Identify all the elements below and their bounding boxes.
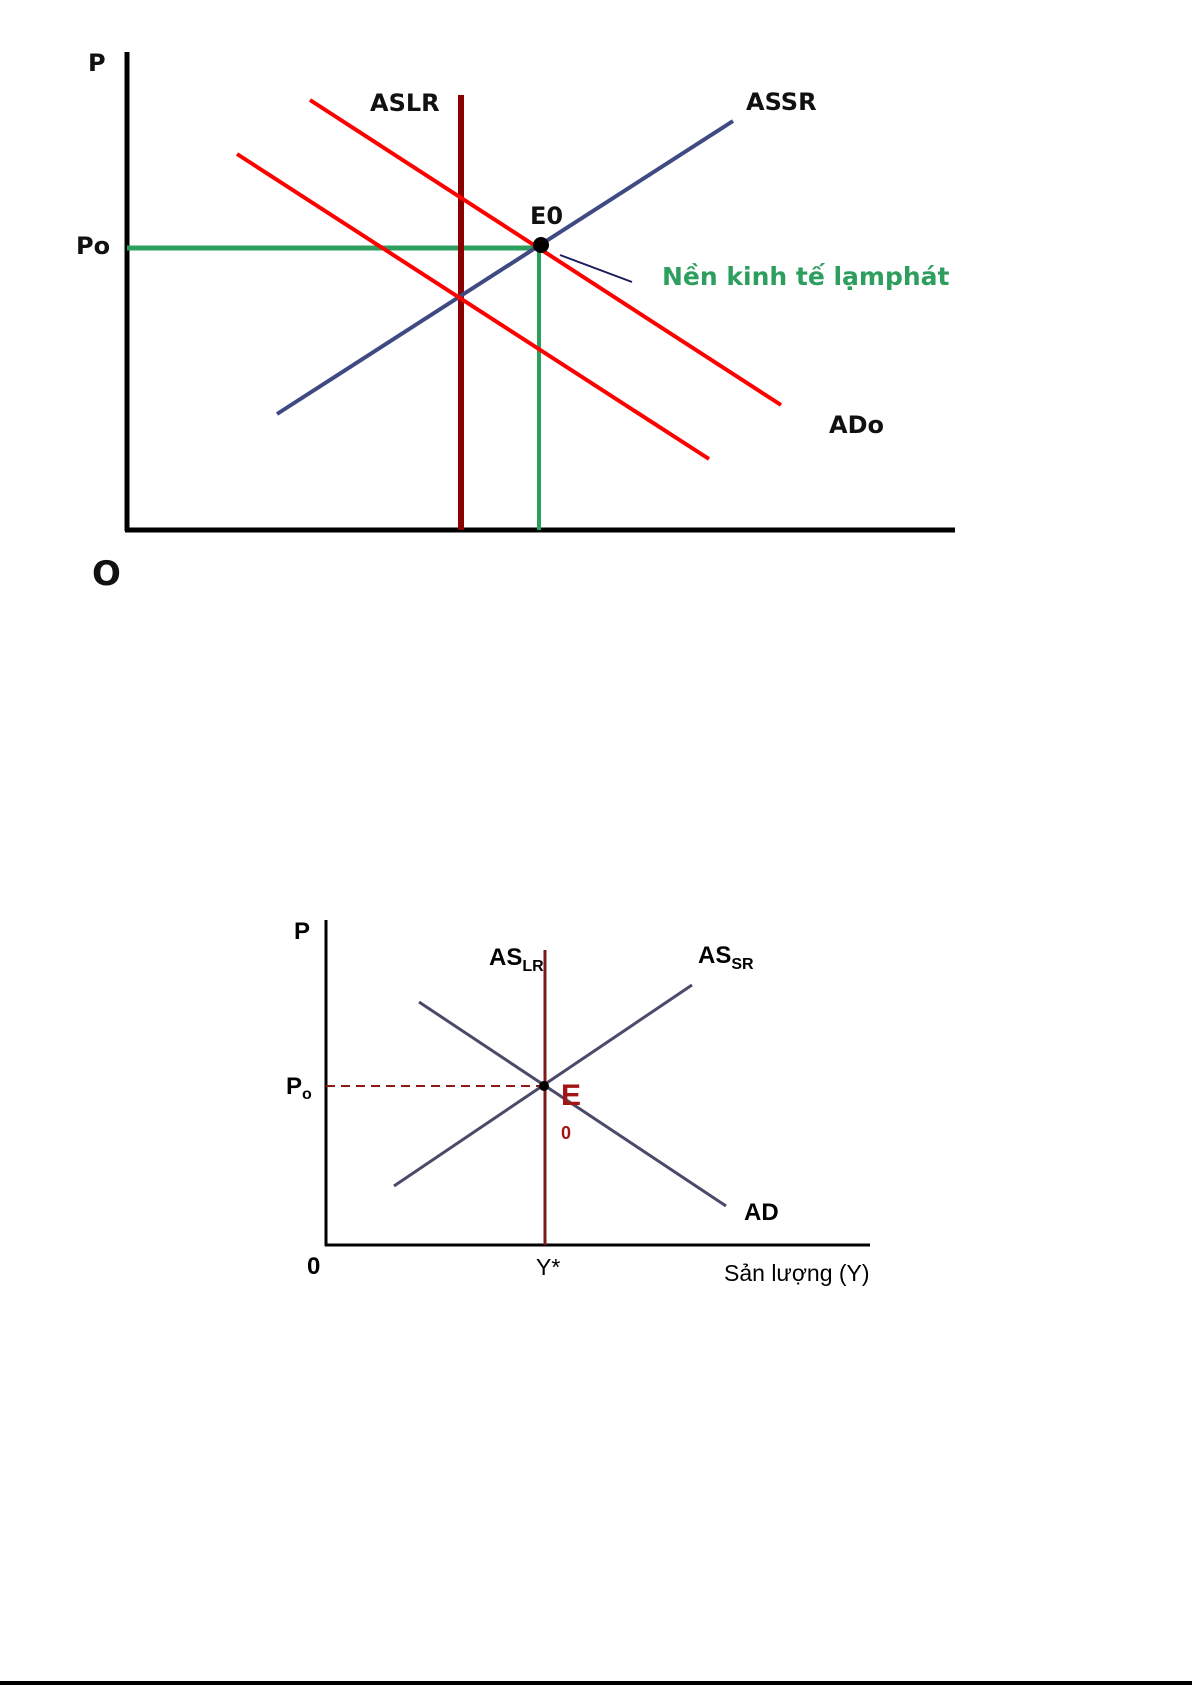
bottom-aslr-label bbox=[489, 944, 544, 975]
diagram-top bbox=[76, 49, 955, 594]
top-axis-p-label: P bbox=[88, 49, 106, 77]
bottom-output-tick-label: Y* bbox=[536, 1254, 561, 1280]
bottom-assr-label bbox=[698, 942, 754, 973]
bottom-price-sub: o bbox=[302, 1086, 312, 1103]
bottom-price-label bbox=[286, 1073, 312, 1103]
bottom-aslr-main: AS bbox=[489, 944, 523, 971]
top-ad-line-lower bbox=[237, 154, 709, 459]
bottom-ad-label: AD bbox=[744, 1199, 779, 1226]
bottom-assr-main: AS bbox=[698, 942, 732, 969]
bottom-assr-sub: SR bbox=[731, 956, 754, 973]
top-origin-label: O bbox=[92, 554, 121, 594]
top-ad-line-upper bbox=[310, 100, 781, 405]
top-price-label: Po bbox=[76, 232, 111, 260]
bottom-equilibrium-sub: 0 bbox=[561, 1123, 572, 1143]
top-aslr-label: ASLR bbox=[370, 89, 440, 117]
top-ad-label: ADo bbox=[829, 411, 884, 439]
top-annotation-text: Nền kinh tế lạmphát bbox=[662, 262, 950, 291]
diagram-bottom bbox=[286, 918, 870, 1286]
top-assr-label: ASSR bbox=[746, 88, 817, 116]
bottom-price-main: P bbox=[286, 1073, 303, 1100]
bottom-axis-p-label: P bbox=[294, 918, 311, 945]
top-equilibrium-label: E0 bbox=[530, 202, 564, 230]
bottom-aslr-sub: LR bbox=[522, 958, 544, 975]
bottom-equilibrium-label: E bbox=[561, 1079, 582, 1112]
bottom-x-axis-label: Sản lượng (Y) bbox=[724, 1260, 870, 1286]
bottom-origin-label: 0 bbox=[307, 1253, 321, 1280]
bottom-equilibrium-point bbox=[539, 1081, 549, 1091]
page-bottom-rule bbox=[0, 1681, 1192, 1685]
top-equilibrium-point bbox=[533, 237, 549, 253]
